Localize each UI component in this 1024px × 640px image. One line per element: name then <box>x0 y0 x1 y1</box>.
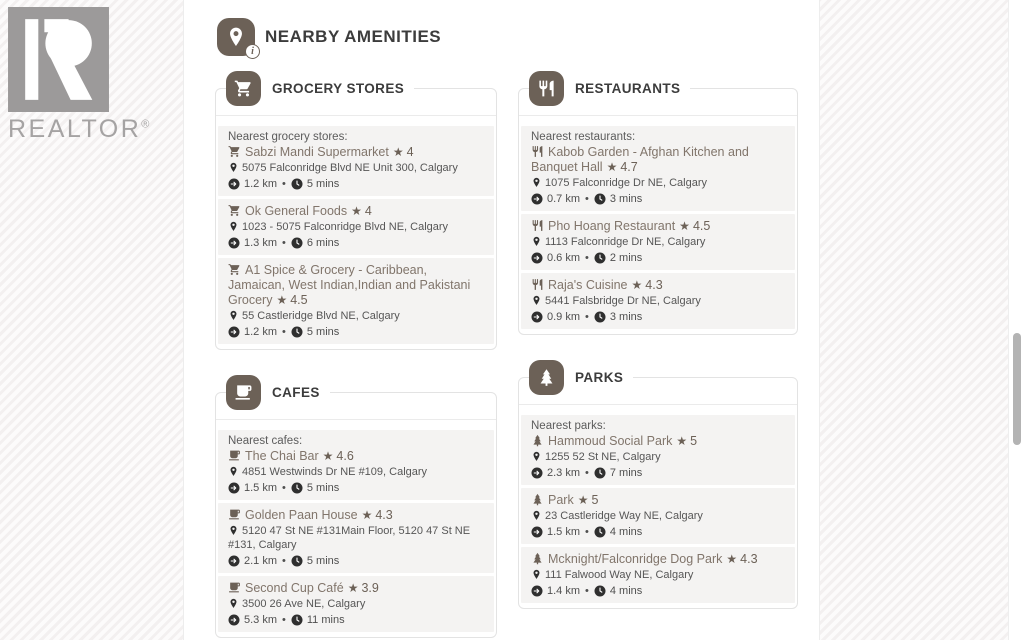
page-header <box>217 18 819 56</box>
section-items <box>218 430 494 632</box>
amenity-name: Hammoud Social Park <box>548 434 673 448</box>
separator: • <box>585 526 589 538</box>
section-title: PARKS <box>575 370 624 385</box>
utensils-icon <box>531 145 544 158</box>
amenity-name: Ok General Foods <box>245 204 348 218</box>
star-icon: ★ <box>347 581 359 595</box>
amenity-name: Golden Paan House <box>245 508 358 522</box>
realtor-logo-text: REALTOR® <box>8 115 150 143</box>
amenity-address: 5075 Falconridge Blvd NE Unit 300, Calgary <box>242 162 458 174</box>
section-divider <box>216 419 496 420</box>
amenity-address: 4851 Westwinds Dr NE #109, Calgary <box>242 466 428 478</box>
utensils-icon <box>531 219 544 232</box>
scrollbar-thumb[interactable] <box>1013 333 1021 445</box>
utensils-icon <box>531 278 544 291</box>
rating-value: 4.5 <box>290 293 308 307</box>
amenity-name: Mcknight/Falconridge Dog Park <box>548 552 723 566</box>
rating-value: 4.3 <box>375 508 393 522</box>
distance-value: 5.3 km <box>244 614 278 626</box>
rating-value: 5 <box>591 493 599 507</box>
pin-icon <box>228 466 239 477</box>
amenity-distance-row <box>228 325 484 339</box>
clock-icon <box>291 614 303 626</box>
amenity-address: 5120 47 St NE #131Main Floor, 5120 47 St NE #131, Calgary <box>228 525 471 551</box>
pin-icon <box>531 236 542 247</box>
amenity-address-row <box>228 524 484 552</box>
amenity-name: Kabob Garden - Afghan Kitchen and Banquet Hall <box>531 145 749 174</box>
amenity-item <box>218 576 494 632</box>
pin-icon <box>228 525 239 536</box>
nearest-label: Nearest cafes: <box>228 435 303 447</box>
amenity-address: 1023 - 5075 Falconridge Blvd NE, Calgary <box>242 221 449 233</box>
distance-value: 0.7 km <box>547 193 581 205</box>
rating-value: 4.5 <box>692 219 711 233</box>
clock-icon <box>291 555 303 567</box>
coffee-icon <box>228 449 241 462</box>
clock-icon <box>594 193 606 205</box>
cart-icon <box>228 145 241 158</box>
cart-icon <box>228 263 241 276</box>
rating-value: 3.9 <box>361 581 379 595</box>
amenity-address-row <box>531 294 785 308</box>
pin-icon <box>531 569 542 580</box>
amenity-item <box>521 415 795 485</box>
nearest-label: Nearest parks: <box>531 420 606 432</box>
directions-icon <box>228 326 240 338</box>
amenity-address-row <box>531 176 785 190</box>
amenity-name-row <box>531 219 785 234</box>
amenity-name: Sabzi Mandi Supermarket <box>245 145 389 159</box>
amenity-name: The Chai Bar <box>245 449 319 463</box>
pin-icon <box>228 310 239 321</box>
distance-value: 1.2 km <box>244 326 278 338</box>
star-icon: ★ <box>322 449 334 463</box>
rating-value: 4 <box>364 204 372 218</box>
section-header <box>226 71 414 106</box>
section-cafes <box>215 385 497 638</box>
separator: • <box>282 614 286 626</box>
realtor-watermark <box>8 7 178 144</box>
directions-icon <box>228 555 240 567</box>
amenity-address-row <box>531 450 785 464</box>
time-value: 2 mins <box>609 252 643 264</box>
left-column <box>215 72 497 638</box>
separator: • <box>282 178 286 190</box>
amenity-name: Pho Hoang Restaurant <box>548 219 676 233</box>
amenity-distance-row <box>531 525 785 539</box>
section-title: RESTAURANTS <box>575 81 681 96</box>
distance-value: 2.3 km <box>547 467 581 479</box>
clock-icon <box>291 326 303 338</box>
amenity-address: 23 Castleridge Way NE, Calgary <box>545 510 703 522</box>
section-title: GROCERY STORES <box>272 81 405 96</box>
star-icon: ★ <box>577 493 589 507</box>
clock-icon <box>594 467 606 479</box>
amenity-address: 111 Falwood Way NE, Calgary <box>545 569 694 581</box>
amenity-address-row <box>531 235 785 249</box>
tree-icon <box>529 360 564 395</box>
amenity-name-row <box>531 434 785 449</box>
amenity-item <box>521 547 795 603</box>
time-value: 11 mins <box>306 614 345 626</box>
amenity-address-row <box>531 568 785 582</box>
amenity-item <box>521 273 795 329</box>
amenity-name-row <box>531 552 785 567</box>
utensils-icon <box>529 71 564 106</box>
distance-value: 1.2 km <box>244 178 278 190</box>
section-header <box>529 360 633 395</box>
amenity-name-row <box>228 263 484 308</box>
directions-icon <box>531 467 543 479</box>
amenity-item <box>218 199 494 255</box>
amenity-distance-row <box>531 466 785 480</box>
amenity-address-row <box>228 465 484 479</box>
amenity-address: 55 Castleridge Blvd NE, Calgary <box>242 310 400 322</box>
clock-icon <box>594 585 606 597</box>
amenity-distance-row <box>228 481 484 495</box>
time-value: 5 mins <box>306 178 340 190</box>
amenity-name-row <box>228 449 484 464</box>
section-parks <box>518 370 798 609</box>
directions-icon <box>531 526 543 538</box>
separator: • <box>585 252 589 264</box>
amenity-distance-row <box>531 251 785 265</box>
star-icon: ★ <box>726 552 738 566</box>
pin-icon <box>228 598 239 609</box>
section-title: CAFES <box>272 385 320 400</box>
pin-icon <box>228 221 239 232</box>
amenity-name-row <box>228 145 484 160</box>
separator: • <box>585 311 589 323</box>
amenity-item <box>218 503 494 573</box>
section-divider <box>216 115 496 116</box>
star-icon: ★ <box>351 204 362 218</box>
pin-icon <box>531 451 542 462</box>
section-grocery <box>215 81 497 350</box>
section-header <box>529 71 690 106</box>
distance-value: 2.1 km <box>244 555 278 567</box>
section-items <box>218 126 494 344</box>
rating-value: 4.3 <box>645 278 663 292</box>
rating-value: 4.7 <box>620 160 638 174</box>
tree-icon <box>531 434 544 447</box>
directions-icon <box>531 193 543 205</box>
distance-value: 1.3 km <box>244 237 278 249</box>
amenity-name-row <box>531 145 785 175</box>
star-icon: ★ <box>606 160 618 174</box>
pin-icon <box>531 295 542 306</box>
directions-icon <box>228 237 240 249</box>
section-header <box>226 375 330 410</box>
amenity-name: Raja's Cuisine <box>548 278 628 292</box>
star-icon: ★ <box>631 278 643 292</box>
separator: • <box>585 467 589 479</box>
time-value: 3 mins <box>609 193 643 205</box>
amenity-address: 1255 52 St NE, Calgary <box>545 451 661 463</box>
amenities-card <box>183 0 820 640</box>
time-value: 5 mins <box>306 555 340 567</box>
amenity-name: Second Cup Café <box>245 581 344 595</box>
amenity-distance-row <box>531 192 785 206</box>
cart-icon <box>226 71 261 106</box>
amenity-name-row <box>228 508 484 523</box>
page-title: NEARBY AMENITIES <box>265 27 442 46</box>
star-icon: ★ <box>679 219 690 233</box>
amenity-name: A1 Spice & Grocery - Caribbean, Jamaican, West Indian,Indian and Pakistani Grocery <box>228 263 471 307</box>
time-value: 5 mins <box>306 326 340 338</box>
rating-value: 4 <box>406 145 414 159</box>
section-restaurants <box>518 81 798 335</box>
amenity-item <box>218 430 494 500</box>
tree-icon <box>531 493 544 506</box>
nearest-label: Nearest grocery stores: <box>228 131 348 143</box>
amenity-address: 1075 Falconridge Dr NE, Calgary <box>545 177 708 189</box>
directions-icon <box>228 178 240 190</box>
amenity-item <box>521 126 795 211</box>
pin-icon <box>531 177 542 188</box>
time-value: 4 mins <box>609 585 643 597</box>
amenity-address-row <box>228 161 484 175</box>
clock-icon <box>594 526 606 538</box>
amenity-item <box>521 214 795 270</box>
pin-icon <box>531 510 542 521</box>
directions-icon <box>531 585 543 597</box>
separator: • <box>585 585 589 597</box>
amenity-address: 5441 Falsbridge Dr NE, Calgary <box>545 295 701 307</box>
right-column <box>518 72 798 638</box>
star-icon: ★ <box>276 293 288 307</box>
directions-icon <box>228 482 240 494</box>
star-icon: ★ <box>676 434 688 448</box>
location-pin-icon <box>217 18 255 56</box>
coffee-icon <box>226 375 261 410</box>
amenity-name: Park <box>548 493 574 507</box>
amenity-address-row <box>228 309 484 323</box>
amenity-address: 1113 Falconridge Dr NE, Calgary <box>545 236 706 248</box>
amenity-item <box>218 126 494 196</box>
separator: • <box>282 326 286 338</box>
amenity-distance-row <box>228 236 484 250</box>
tree-icon <box>531 552 544 565</box>
time-value: 5 mins <box>306 482 340 494</box>
cart-icon <box>228 204 241 217</box>
distance-value: 0.6 km <box>547 252 581 264</box>
info-icon[interactable]: i <box>245 44 260 59</box>
section-items <box>521 126 795 329</box>
amenity-address-row <box>531 509 785 523</box>
clock-icon <box>291 237 303 249</box>
amenity-item <box>218 258 494 344</box>
section-items <box>521 415 795 603</box>
amenity-distance-row <box>531 310 785 324</box>
separator: • <box>282 555 286 567</box>
amenity-distance-row <box>228 554 484 568</box>
pin-icon <box>228 162 239 173</box>
section-divider <box>519 404 797 405</box>
clock-icon <box>291 482 303 494</box>
directions-icon <box>531 252 543 264</box>
amenity-address: 3500 26 Ave NE, Calgary <box>242 598 366 610</box>
directions-icon <box>531 311 543 323</box>
distance-value: 1.5 km <box>547 526 581 538</box>
realtor-logo-icon <box>8 7 109 112</box>
time-value: 7 mins <box>609 467 643 479</box>
clock-icon <box>594 311 606 323</box>
amenity-name-row <box>228 204 484 219</box>
separator: • <box>282 482 286 494</box>
section-divider <box>519 115 797 116</box>
amenity-address-row <box>228 220 484 234</box>
coffee-icon <box>228 508 241 521</box>
clock-icon <box>594 252 606 264</box>
rating-value: 4.6 <box>336 449 354 463</box>
amenity-address-row <box>228 597 484 611</box>
star-icon: ★ <box>361 508 373 522</box>
separator: • <box>282 237 286 249</box>
scrollbar-track[interactable] <box>1008 0 1024 640</box>
amenity-distance-row <box>228 613 484 627</box>
time-value: 3 mins <box>609 311 643 323</box>
amenity-distance-row <box>531 584 785 598</box>
time-value: 4 mins <box>609 526 643 538</box>
amenity-item <box>521 488 795 544</box>
clock-icon <box>291 178 303 190</box>
time-value: 6 mins <box>306 237 340 249</box>
amenity-name-row <box>531 278 785 293</box>
columns <box>215 72 819 638</box>
nearest-label: Nearest restaurants: <box>531 131 636 143</box>
rating-value: 4.3 <box>740 552 758 566</box>
distance-value: 1.5 km <box>244 482 278 494</box>
star-icon: ★ <box>392 145 404 159</box>
amenity-name-row <box>531 493 785 508</box>
directions-icon <box>228 614 240 626</box>
distance-value: 0.9 km <box>547 311 581 323</box>
amenity-name-row <box>228 581 484 596</box>
coffee-icon <box>228 581 241 594</box>
amenity-distance-row <box>228 177 484 191</box>
separator: • <box>585 193 589 205</box>
rating-value: 5 <box>690 434 698 448</box>
distance-value: 1.4 km <box>547 585 581 597</box>
